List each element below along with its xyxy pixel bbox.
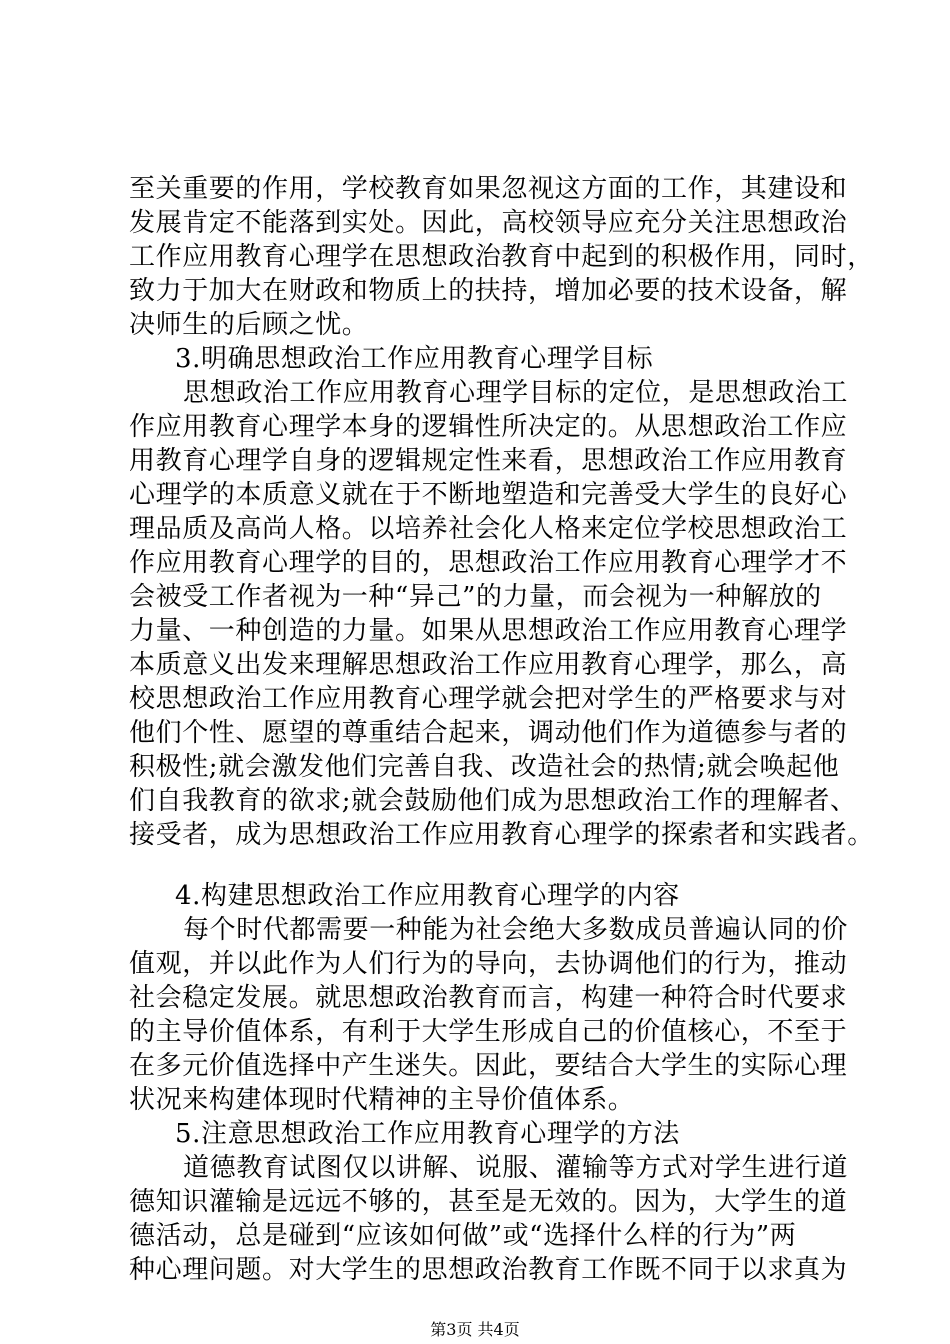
body-text-line: 作应用教育心理学本身的逻辑性所决定的。从思想政治工作应 — [129, 412, 848, 442]
body-text-line: 工作应用教育心理学在思想政治教育中起到的积极作用，同时， — [129, 242, 874, 272]
body-text-line: 值观，并以此作为人们行为的导向，去协调他们的行为，推动 — [129, 949, 848, 979]
body-text-line: 积极性;就会激发他们完善自我、改造社会的热情;就会唤起他 — [129, 752, 840, 782]
body-text-line: 他们个性、愿望的尊重结合起来，调动他们作为道德参与者的 — [129, 718, 848, 748]
body-text-line: 种心理问题。对大学生的思想政治教育工作既不同于以求真为 — [129, 1255, 848, 1285]
body-text-line: 道德教育试图仅以讲解、说服、灌输等方式对学生进行道 — [183, 1153, 849, 1183]
body-text-line: 德知识灌输是远远不够的，甚至是无效的。因为，大学生的道 — [129, 1187, 848, 1217]
body-text-line: 校思想政治工作应用教育心理学就会把对学生的严格要求与对 — [129, 684, 848, 714]
body-text-line: 思想政治工作应用教育心理学目标的定位，是思想政治工 — [183, 378, 849, 408]
body-text-line: 发展肯定不能落到实处。因此，高校领导应充分关注思想政治 — [129, 208, 848, 238]
body-text-line: 决师生的后顾之忧。 — [129, 310, 369, 340]
body-text-line: 在多元价值选择中产生迷失。因此，要结合大学生的实际心理 — [129, 1051, 848, 1081]
body-text-line: 心理学的本质意义就在于不断地塑造和完善受大学生的良好心 — [129, 480, 848, 510]
body-text-line: 会被受工作者视为一种“异己”的力量，而会视为一种解放的 — [129, 582, 822, 612]
body-text-line: 本质意义出发来理解思想政治工作应用教育心理学，那么，高 — [129, 650, 848, 680]
section-heading-5: 5.注意思想政治工作应用教育心理学的方法 — [175, 1119, 680, 1149]
body-text-line: 们自我教育的欲求;就会鼓励他们成为思想政治工作的理解者、 — [129, 786, 857, 816]
body-text-line: 社会稳定发展。就思想政治教育而言，构建一种符合时代要求 — [129, 983, 848, 1013]
body-text-line: 接受者，成为思想政治工作应用教育心理学的探索者和实践者。 — [129, 820, 874, 850]
section-heading-3: 3.明确思想政治工作应用教育心理学目标 — [175, 344, 654, 374]
body-text-line: 德活动，总是碰到“应该如何做”或“选择什么样的行为”两 — [129, 1221, 797, 1251]
body-text-line: 致力于加大在财政和物质上的扶持，增加必要的技术设备，解 — [129, 276, 848, 306]
body-text-line: 的主导价值体系，有利于大学生形成自己的价值核心，不至于 — [129, 1017, 848, 1047]
body-text-line: 力量、一种创造的力量。如果从思想政治工作应用教育心理学 — [129, 616, 848, 646]
body-text-line: 作应用教育心理学的目的，思想政治工作应用教育心理学才不 — [129, 548, 848, 578]
body-text-line: 用教育心理学自身的逻辑规定性来看，思想政治工作应用教育 — [129, 446, 848, 476]
section-heading-4: 4.构建思想政治工作应用教育心理学的内容 — [175, 881, 680, 911]
body-text-line: 理品质及高尚人格。以培养社会化人格来定位学校思想政治工 — [129, 514, 848, 544]
page-footer: 第3页 共4页 — [430, 1320, 520, 1339]
body-text-line: 状况来构建体现时代精神的主导价值体系。 — [129, 1085, 635, 1115]
body-text-line: 每个时代都需要一种能为社会绝大多数成员普遍认同的价 — [183, 915, 849, 945]
body-text-line: 至关重要的作用，学校教育如果忽视这方面的工作，其建设和 — [129, 174, 848, 204]
